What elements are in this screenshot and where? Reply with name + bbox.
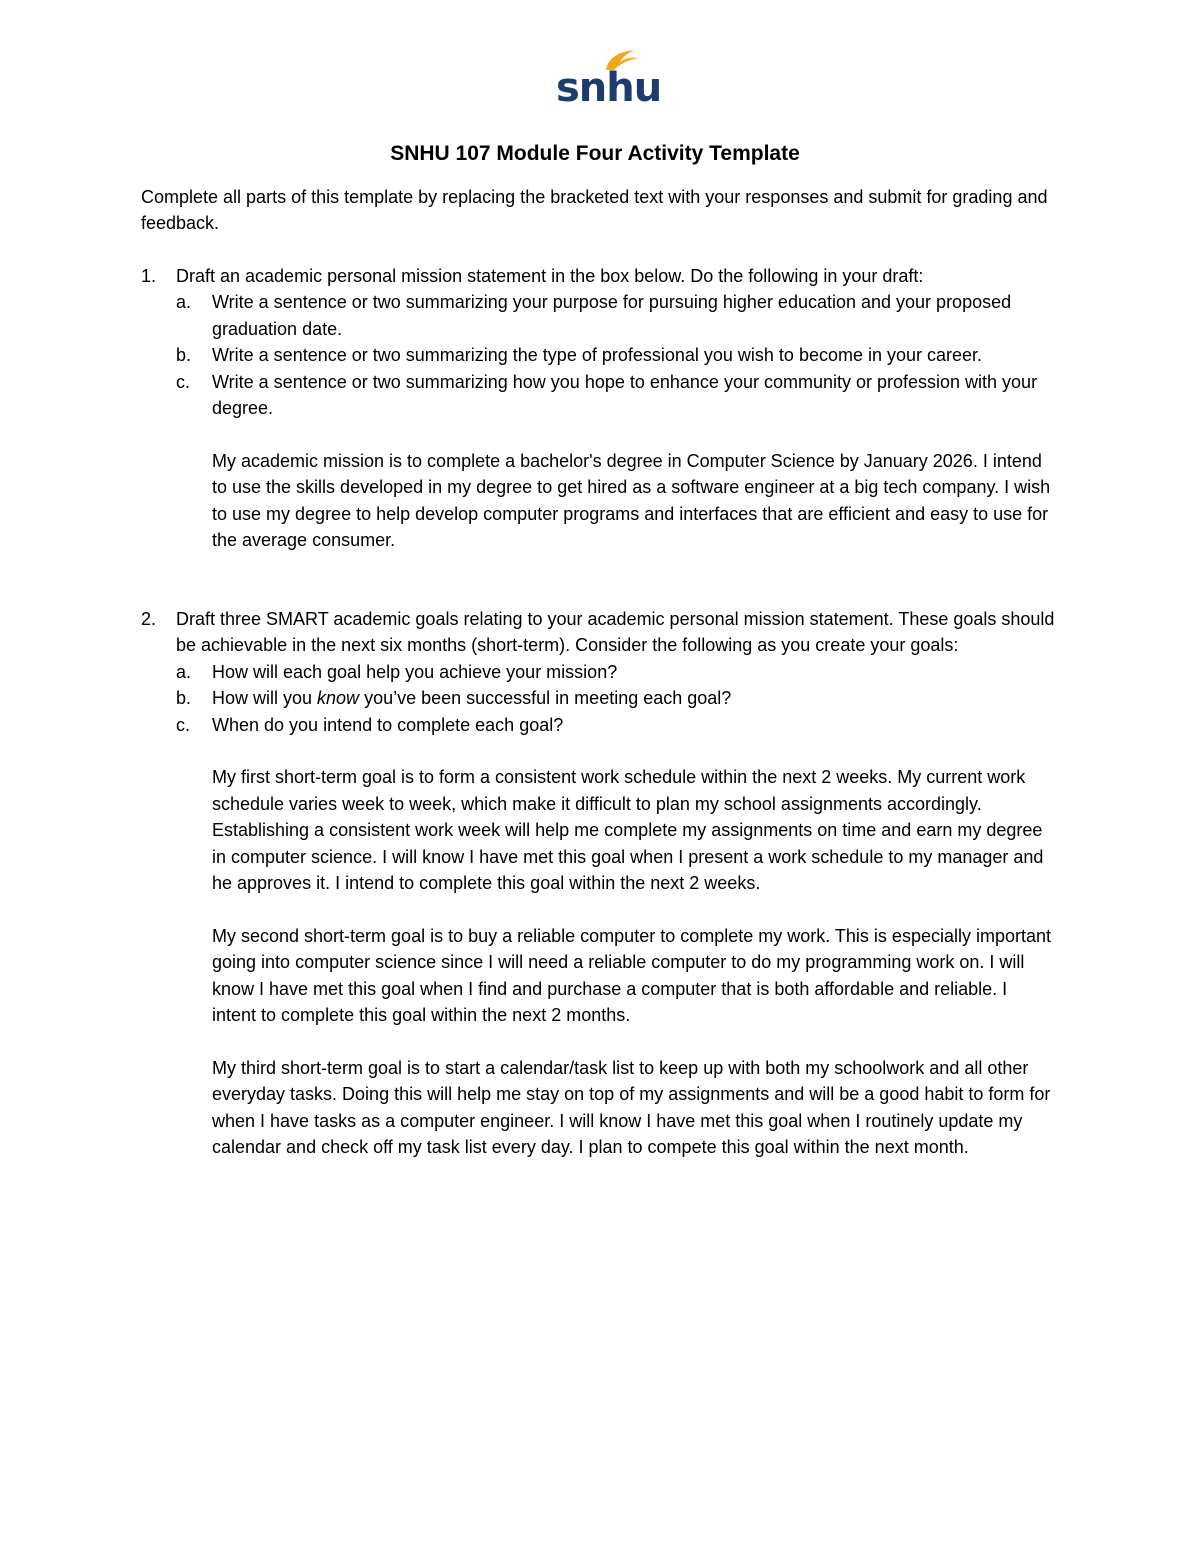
goal-response-3: My third short-term goal is to start a calendar/task list to keep up with both my schoolwork and all other everyday tasks. Doing this will help me stay on top of my assignments and will be a good habit to form for when I have tasks as a computer engineer. I will know I have met this goal when I routinely update my calendar and check off my task list every day. I plan to compete this goal within the next month. [212,1057,1051,1158]
sub-letter: b. [176,345,192,366]
sub-item-c [141,712,1061,738]
sub-item-b [141,342,1061,368]
sub-text: Write a sentence or two summarizing your purpose for pursuing higher education and your proposed graduation date. [212,292,1012,339]
intro-paragraph: Complete all parts of this template by replacing the bracketed text with your responses and submit for grading and feedback. [141,187,1048,234]
item-number: 1. [141,266,157,286]
sub-item-b [141,685,1061,711]
item-number: 2. [141,609,157,629]
snhu-logo [552,48,662,111]
sub-letter: c. [176,371,191,392]
sub-letter: c. [176,714,191,735]
mission-statement-response: My academic mission is to complete a bachelor's degree in Computer Science by January 2026. I intend to use the skills developed in my degree to get hired as a software engineer at a big tech company. I wish to use my degree to help develop computer programs and interfaces that are efficient and easy to use for the average consumer. [212,450,1051,551]
sub-text: Write a sentence or two summarizing the type of professional you wish to become in your career. [212,345,983,366]
logo-wordmark: snhu [556,65,662,111]
goal-response-2: My second short-term goal is to buy a reliable computer to complete my work. This is especially important going into computer science since I will need a reliable computer to do my programming work on. I will know I have met this goal when I find and purchase a computer that is both affordable and reliable. I intent to complete this goal within the next 2 months. [212,925,1052,1026]
sub-text: When do you intend to complete each goal? [212,714,564,735]
sub-text-after: you’ve been successful in meeting each goal? [359,688,732,709]
sub-item-c [141,369,1061,422]
sub-letter: b. [176,688,192,709]
item-prompt: Draft three SMART academic goals relating to your academic personal mission statement. These goals should be achievable in the next six months (short-term). Consider the following as you create your goals: [176,609,1055,656]
sub-text: How will each goal help you achieve your mission? [212,661,618,682]
item-prompt: Draft an academic personal mission statement in the box below. Do the following in your draft: [176,266,924,286]
sub-letter: a. [176,661,192,682]
sub-item-a [141,289,1061,342]
sub-item-a [141,659,1061,685]
sub-text-emphasis: know [317,688,360,709]
page-title: SNHU 107 Module Four Activity Template [390,142,800,165]
sub-letter: a. [176,292,192,313]
sub-text-before: How will you [212,688,318,709]
goal-response-1: My first short-term goal is to form a consistent work schedule within the next 2 weeks. My current work schedule varies week to week, which make it difficult to plan my school assignments accordingly. Establishing a consistent work week will help me complete my assignments on time and earn my degree in computer science. I will know I have met this goal when I present a work schedule to my manager and he approves it. I intend to complete this goal within the next 2 weeks. [212,767,1044,894]
sub-text: Write a sentence or two summarizing how you hope to enhance your community or profession with your degree. [212,371,1038,419]
